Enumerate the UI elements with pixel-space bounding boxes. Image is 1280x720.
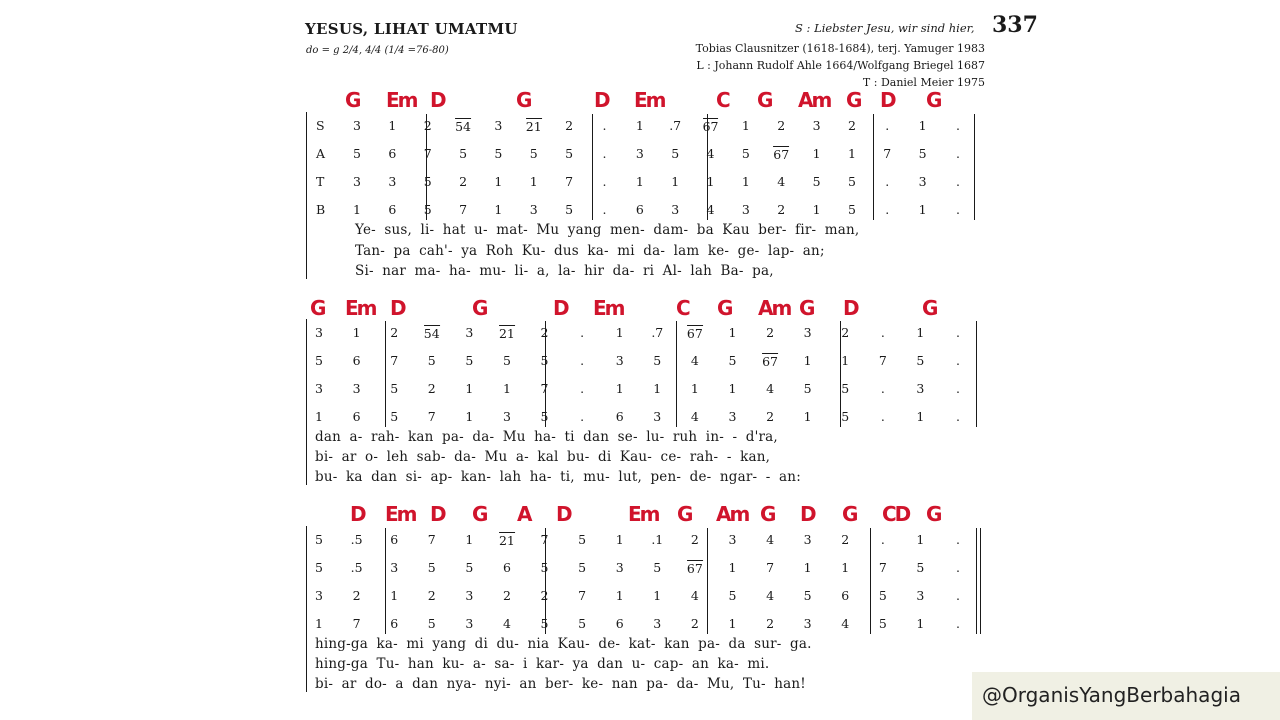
- chord-symbol: G: [926, 88, 942, 112]
- note: .7: [651, 325, 664, 340]
- note: 1: [812, 146, 821, 161]
- note: 4: [777, 174, 786, 189]
- note: 2: [427, 588, 436, 603]
- note: 3: [494, 118, 503, 133]
- note: 1: [529, 174, 538, 189]
- note: 6: [615, 616, 624, 631]
- chord-symbol: Am: [798, 88, 831, 112]
- note: .: [880, 532, 885, 547]
- chord-symbol: D: [843, 296, 859, 320]
- note: 67: [686, 561, 703, 576]
- note: 2: [777, 202, 786, 217]
- lyric-line: Ye- sus, li- hat u- mat- Mu yang men- dam- ba Kau ber- fir- man,: [355, 222, 860, 238]
- note: 1: [706, 174, 715, 189]
- note: 1: [916, 532, 925, 547]
- note: 6: [502, 560, 511, 575]
- note: 6: [352, 353, 361, 368]
- chord-symbol: C: [716, 88, 730, 112]
- note: 3: [615, 560, 624, 575]
- note: .: [580, 353, 585, 368]
- note: 2: [766, 409, 775, 424]
- note: 3: [728, 532, 737, 547]
- note: 21: [498, 533, 515, 548]
- lyric-line: hing-ga ka- mi yang di du- nia Kau- de- kat- kan pa- da sur- ga.: [315, 636, 812, 652]
- note: 21: [525, 119, 542, 134]
- chord-symbol: G: [516, 88, 532, 112]
- chord-symbol: G: [472, 296, 488, 320]
- note: 7: [878, 353, 887, 368]
- note: 4: [502, 616, 511, 631]
- note: 4: [766, 588, 775, 603]
- note: 3: [916, 588, 925, 603]
- note: 1: [741, 118, 750, 133]
- chord-symbol: D: [430, 88, 446, 112]
- note: .: [602, 174, 607, 189]
- note: .: [956, 409, 960, 424]
- note: 6: [635, 202, 644, 217]
- note: 5: [812, 174, 821, 189]
- note: 1: [388, 118, 397, 133]
- note: 1: [847, 146, 856, 161]
- lyric-line: dan a- rah- kan pa- da- Mu ha- ti dan se- lu- ruh in- - d'ra,: [315, 429, 778, 445]
- note: 5: [578, 616, 587, 631]
- note: 2: [502, 588, 511, 603]
- note: 4: [841, 616, 850, 631]
- note: 1: [465, 532, 474, 547]
- system-brace: [306, 319, 307, 485]
- note: 1: [494, 202, 503, 217]
- chord-symbol: G: [310, 296, 326, 320]
- note: 1: [502, 381, 511, 396]
- note: 5: [465, 353, 474, 368]
- note: .5: [350, 532, 363, 547]
- note: 1: [918, 202, 927, 217]
- note: 3: [671, 202, 680, 217]
- chord-symbol: G: [757, 88, 773, 112]
- note: 1: [315, 409, 323, 424]
- note: 1: [390, 588, 399, 603]
- lyric-line: bi- ar o- leh sab- da- Mu a- kal bu- di Kau- ce- rah- - kan,: [315, 449, 771, 465]
- chord-symbol: D: [880, 88, 896, 112]
- note: 5: [803, 381, 812, 396]
- voice-label: A: [316, 146, 326, 161]
- bar-line: [873, 114, 874, 220]
- note: 7: [352, 616, 361, 631]
- note: 7: [766, 560, 775, 575]
- chord-symbol: A: [517, 502, 532, 526]
- note: 54: [423, 326, 440, 341]
- note: 3: [465, 325, 474, 340]
- voice-label: B: [316, 202, 326, 217]
- note: 5: [540, 409, 549, 424]
- note: 1: [352, 325, 361, 340]
- note: 1: [916, 409, 925, 424]
- chord-symbol: C: [676, 296, 690, 320]
- note: 67: [773, 147, 790, 162]
- bar-line: [676, 321, 677, 427]
- system-brace: [306, 526, 307, 692]
- note: 2: [459, 174, 468, 189]
- chord-symbol: G: [677, 502, 693, 526]
- note: 5: [847, 174, 856, 189]
- note: 1: [653, 381, 662, 396]
- note: 3: [465, 588, 474, 603]
- note: .: [956, 616, 960, 631]
- chord-symbol: G: [717, 296, 733, 320]
- note: 4: [690, 588, 699, 603]
- note: 3: [353, 174, 361, 189]
- note: .5: [350, 560, 363, 575]
- note: 1: [741, 174, 750, 189]
- note: 5: [728, 353, 737, 368]
- note: 2: [423, 118, 432, 133]
- note: 5: [565, 146, 574, 161]
- note: 1: [635, 174, 644, 189]
- chord-symbol: Em: [345, 296, 376, 320]
- note: 7: [878, 560, 887, 575]
- note: .: [880, 409, 885, 424]
- note: .7: [669, 118, 682, 133]
- note: 5: [918, 146, 927, 161]
- note: 4: [706, 202, 715, 217]
- lyric-line: Si- nar ma- ha- mu- li- a, la- hir da- ri Al- lah Ba- pa,: [355, 263, 774, 279]
- chord-symbol: G: [345, 88, 361, 112]
- note: .: [956, 588, 960, 603]
- note: 3: [812, 118, 821, 133]
- note: 4: [766, 532, 775, 547]
- note: 5: [728, 588, 737, 603]
- note: 2: [390, 325, 399, 340]
- voice-label: S: [316, 118, 325, 133]
- note: .: [956, 532, 960, 547]
- note: 1: [615, 588, 624, 603]
- chord-symbol: D: [800, 502, 816, 526]
- note: .: [956, 202, 960, 217]
- bar-line: [385, 321, 386, 427]
- note: 1: [315, 616, 323, 631]
- system-brace: [306, 112, 307, 279]
- note: 1: [918, 118, 927, 133]
- note: 5: [423, 202, 432, 217]
- note: 4: [706, 146, 715, 161]
- chord-symbol: Em: [593, 296, 624, 320]
- note: 1: [803, 409, 812, 424]
- chord-symbol: G: [472, 502, 488, 526]
- note: 5: [459, 146, 468, 161]
- note: 1: [841, 353, 850, 368]
- note: 3: [803, 532, 812, 547]
- note: 5: [529, 146, 538, 161]
- note: 1: [916, 325, 925, 340]
- note: 2: [540, 325, 549, 340]
- note: 6: [388, 202, 397, 217]
- chord-symbol: D: [594, 88, 610, 112]
- note: 5: [427, 560, 436, 575]
- note: 1: [812, 202, 821, 217]
- note: 3: [635, 146, 644, 161]
- chord-symbol: G: [799, 296, 815, 320]
- lyric-line: Tan- pa cah'- ya Roh Ku- dus ka- mi da- lam ke- ge- lap- an;: [355, 243, 825, 259]
- note: 1: [803, 353, 812, 368]
- note: .: [880, 325, 885, 340]
- note: 5: [653, 353, 662, 368]
- chord-symbol: D: [350, 502, 366, 526]
- note: 5: [878, 588, 887, 603]
- chord-symbol: Em: [634, 88, 665, 112]
- chord-symbol: Am: [758, 296, 791, 320]
- bar-line: [976, 321, 977, 427]
- note: 3: [529, 202, 538, 217]
- chord-symbol: G: [846, 88, 862, 112]
- note: .: [956, 146, 960, 161]
- note: 5: [671, 146, 680, 161]
- note: 5: [502, 353, 511, 368]
- note: 3: [653, 409, 662, 424]
- note: 2: [777, 118, 786, 133]
- note: 2: [690, 616, 699, 631]
- note: 1: [728, 560, 737, 575]
- note: 5: [916, 353, 925, 368]
- note: 7: [459, 202, 468, 217]
- note: .: [885, 174, 890, 189]
- note: 2: [352, 588, 361, 603]
- note: 5: [315, 353, 323, 368]
- note: 67: [702, 119, 719, 134]
- note: 2: [540, 588, 549, 603]
- key-signature: do = g 2/4, 4/4 (1/4 =76-80): [306, 45, 449, 56]
- note: 3: [315, 325, 323, 340]
- chord-symbol: G: [760, 502, 776, 526]
- watermark-handle: @OrganisYangBerbahagia: [982, 683, 1241, 707]
- chord-symbol: D: [556, 502, 572, 526]
- note: 2: [841, 325, 850, 340]
- note: 5: [353, 146, 361, 161]
- note: 5: [803, 588, 812, 603]
- note: 3: [502, 409, 511, 424]
- note: 1: [465, 381, 474, 396]
- note: 3: [615, 353, 624, 368]
- voice-label: T: [316, 174, 325, 189]
- note: 3: [315, 588, 323, 603]
- lyric-line: hing-ga Tu- han ku- a- sa- i kar- ya dan u- cap- an ka- mi.: [315, 656, 770, 672]
- note: 7: [540, 532, 549, 547]
- note: 5: [427, 616, 436, 631]
- lyric-line: bu- ka dan si- ap- kan- lah ha- ti, mu- lut, pen- de- ngar- - an:: [315, 469, 801, 485]
- chord-symbol: Am: [716, 502, 749, 526]
- note: 3: [916, 381, 925, 396]
- note: 7: [578, 588, 587, 603]
- note: .: [956, 381, 960, 396]
- note: 5: [427, 353, 436, 368]
- note: .: [885, 118, 890, 133]
- note: 3: [465, 616, 474, 631]
- note: 5: [390, 409, 399, 424]
- note: 5: [315, 532, 323, 547]
- chord-symbol: G: [926, 502, 942, 526]
- note: 1: [916, 616, 925, 631]
- note: 1: [841, 560, 850, 575]
- chord-symbol: D: [390, 296, 406, 320]
- bar-line: [974, 114, 975, 220]
- note: 6: [841, 588, 850, 603]
- note: 1: [803, 560, 812, 575]
- chord-symbol: Em: [386, 88, 417, 112]
- note: 3: [918, 174, 927, 189]
- note: 7: [423, 146, 432, 161]
- note: 3: [353, 118, 361, 133]
- credit-translation: Tobias Clausnitzer (1618-1684), terj. Yamuger 1983: [695, 42, 985, 55]
- note: 3: [803, 616, 812, 631]
- note: 1: [615, 532, 624, 547]
- note: 7: [540, 381, 549, 396]
- chord-symbol: CD: [882, 502, 910, 526]
- note: 5: [841, 381, 850, 396]
- note: 1: [728, 325, 737, 340]
- note: 3: [390, 560, 399, 575]
- note: 5: [565, 202, 574, 217]
- note: 1: [615, 325, 624, 340]
- note: 1: [494, 174, 503, 189]
- note: 6: [390, 532, 399, 547]
- note: 1: [353, 202, 361, 217]
- note: 67: [762, 354, 778, 369]
- note: .: [880, 381, 885, 396]
- note: .: [602, 202, 607, 217]
- chord-symbol: Em: [628, 502, 659, 526]
- note: 2: [847, 118, 856, 133]
- note: .: [602, 118, 607, 133]
- note: .: [956, 353, 960, 368]
- note: 5: [315, 560, 323, 575]
- note: 5: [916, 560, 925, 575]
- note: .: [602, 146, 607, 161]
- note: 3: [803, 325, 812, 340]
- bar-line: [976, 528, 977, 634]
- note: 5: [578, 560, 587, 575]
- note: .: [956, 325, 960, 340]
- note: 1: [465, 409, 474, 424]
- note: 4: [690, 409, 699, 424]
- note: 1: [671, 174, 680, 189]
- note: 3: [653, 616, 662, 631]
- note: 5: [841, 409, 850, 424]
- note: 3: [728, 409, 737, 424]
- note: 21: [498, 326, 515, 341]
- note: 67: [686, 326, 703, 341]
- note: 3: [315, 381, 323, 396]
- bar-line: [980, 528, 981, 634]
- note: .: [956, 560, 960, 575]
- credit-melody: L : Johann Rudolf Ahle 1664/Wolfgang Briegel 1687: [696, 59, 985, 72]
- note: 2: [690, 532, 699, 547]
- note: 5: [578, 532, 587, 547]
- note: 1: [653, 588, 662, 603]
- tune-name: S : Liebster Jesu, wir sind hier,: [795, 21, 975, 35]
- bar-line: [707, 528, 708, 634]
- note: 1: [728, 381, 737, 396]
- note: 6: [390, 616, 399, 631]
- note: .1: [651, 532, 664, 547]
- note: .: [580, 381, 585, 396]
- note: 5: [741, 146, 750, 161]
- note: 1: [690, 381, 699, 396]
- lyric-line: bi- ar do- a dan nya- nyi- an ber- ke- nan pa- da- Mu, Tu- han!: [315, 676, 806, 692]
- chord-symbol: D: [553, 296, 569, 320]
- note: 5: [653, 560, 662, 575]
- note: .: [956, 118, 960, 133]
- note: 2: [565, 118, 574, 133]
- note: 4: [766, 381, 775, 396]
- note: .: [885, 202, 890, 217]
- note: 5: [390, 381, 399, 396]
- note: 5: [878, 616, 887, 631]
- note: 5: [847, 202, 856, 217]
- chord-symbol: D: [430, 502, 446, 526]
- note: 2: [766, 616, 775, 631]
- hymn-title: YESUS, LIHAT UMATMU: [305, 20, 518, 38]
- chord-symbol: G: [842, 502, 858, 526]
- note: 5: [540, 353, 549, 368]
- credit-text: T : Daniel Meier 1975: [862, 76, 985, 89]
- bar-line: [870, 528, 871, 634]
- note: 7: [427, 532, 436, 547]
- note: .: [580, 409, 585, 424]
- bar-line: [385, 528, 386, 634]
- note: 5: [423, 174, 432, 189]
- note: 3: [741, 202, 750, 217]
- note: 5: [540, 616, 549, 631]
- note: 1: [615, 381, 624, 396]
- note: 1: [635, 118, 644, 133]
- note: 6: [352, 409, 361, 424]
- note: 6: [615, 409, 624, 424]
- note: 2: [766, 325, 775, 340]
- note: 5: [540, 560, 549, 575]
- note: 3: [388, 174, 397, 189]
- note: 7: [390, 353, 399, 368]
- note: 3: [352, 381, 361, 396]
- note: 2: [841, 532, 850, 547]
- note: .: [956, 174, 960, 189]
- note: 5: [465, 560, 474, 575]
- bar-line: [592, 114, 593, 220]
- hymn-number: 337: [992, 12, 1038, 38]
- note: 4: [690, 353, 699, 368]
- note: 5: [494, 146, 503, 161]
- note: 6: [388, 146, 397, 161]
- chord-symbol: G: [922, 296, 938, 320]
- note: .: [580, 325, 585, 340]
- note: 54: [455, 119, 471, 134]
- note: 1: [728, 616, 737, 631]
- note: 7: [427, 409, 436, 424]
- note: 2: [427, 381, 436, 396]
- chord-symbol: Em: [385, 502, 416, 526]
- note: 7: [883, 146, 892, 161]
- note: 7: [565, 174, 574, 189]
